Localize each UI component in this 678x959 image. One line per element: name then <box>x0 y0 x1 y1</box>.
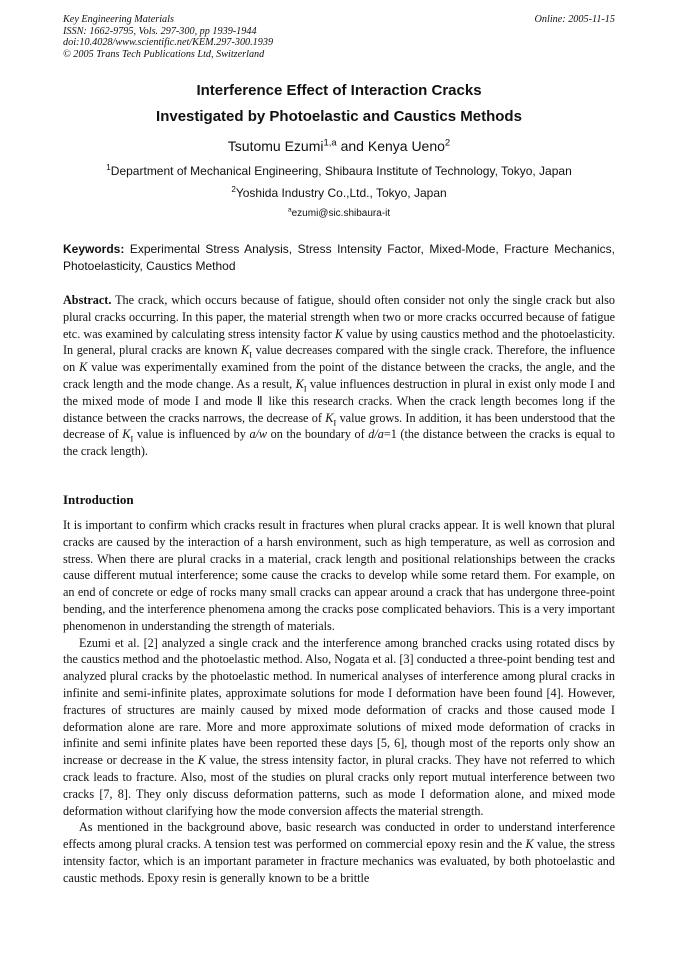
affiliation-2-text: Yoshida Industry Co.,Ltd., Tokyo, Japan <box>235 186 447 200</box>
email-sup: a <box>287 206 292 214</box>
k-symbol: K <box>525 837 534 852</box>
intro-p2-text-2: value, the stress intensity factor, in plural cracks. They have not referred to which crack leads to fracture. Also, most of the studies on plural cracks only report mutual interference between two cracks [7, 8]. They only discuss deformation patterns, such as mode I deformation alone, and mixed mode deformation without clarifying how the mode conversion affects the material strength. <box>63 753 615 818</box>
intro-p3-text-2: value, the stress intensity factor, which is an important parameter in fracture mechanics was evaluated, by both photoelastic and caustic methods. Epoxy resin is generally known to be a brittle <box>63 837 615 885</box>
abstract-text-9: =1 (the distance between the cracks is equal to the crack length). <box>63 427 615 459</box>
keywords-text: Experimental Stress Analysis, Stress Intensity Factor, Mixed-Mode, Fracture Mechanics, Photoelasticity, Caustics Method <box>63 242 615 273</box>
intro-p3-text-1: As mentioned in the background above, basic research was conducted in order to understand interference effects among plural cracks. A tension test was performed on commercial epoxy resin and the <box>63 820 615 852</box>
journal-issn: ISSN: 1662-9795, Vols. 297-300, pp 1939-1944 <box>63 25 257 37</box>
journal-copyright: © 2005 Trans Tech Publications Ltd, Switzerland <box>63 48 265 60</box>
journal-doi[interactable]: doi:10.4028/www.scientific.net/KEM.297-300.1939 <box>63 37 274 49</box>
introduction-heading: Introduction <box>63 492 134 507</box>
k-symbol: K <box>334 326 344 341</box>
da-symbol: d/a <box>368 427 384 442</box>
k-symbol: K <box>295 376 304 391</box>
abstract-text-5: value influences destruction in plural in exist only mode I and the mixed mode of mode I and mode Ⅱ like this research cracks. When the crack length becomes long if the distance between the cracks narrows, the decrease of <box>63 376 615 425</box>
abstract-label: Abstract. <box>63 293 112 307</box>
affiliation-2-sup: 2 <box>231 185 236 194</box>
introduction-paragraph-1: It is important to confirm which cracks result in fractures when plural cracks appear. It is well known that plural cracks are caused by the interaction of a harsh environment, such as high temperature, as well as corrosion and stress. When there are plural cracks in a material, crack length and positional relationships between the cracks cause different mutual interference; some cause the cracks to develop while some retard them. For example, on an end of concrete or edge of rocks many small cracks can appear around a crack that has undergone three-point bending, and the interference phenomena among the cracks pose complicated behaviors. This is a very important phenomenon in understanding the strength of materials. <box>63 518 615 633</box>
abstract-text-6: value grows. In addition, it has been understood that the decrease of <box>63 410 615 442</box>
k-symbol: K <box>241 343 250 358</box>
k-symbol: K <box>79 360 88 375</box>
journal-name: Key Engineering Materials <box>63 14 174 25</box>
introduction-paragraph-3 <box>63 819 615 886</box>
email-text[interactable]: ezumi@sic.shibaura-it <box>291 208 391 219</box>
k-subscript: I <box>333 417 337 428</box>
k-subscript: I <box>249 349 253 360</box>
affiliation-1 <box>0 164 678 178</box>
author-1: Tsutomu Ezumi <box>227 138 324 154</box>
author-email <box>0 208 678 219</box>
journal-header <box>63 14 615 60</box>
abstract-text-2: value by using caustics method and the photoelasticity. In general, plural cracks are known <box>63 326 615 358</box>
abstract-text-3: value decreases compared with the single crack. Therefore, the influence on <box>63 343 615 375</box>
author-2-sup: 2 <box>444 137 451 149</box>
keywords <box>63 241 615 275</box>
author-list <box>0 138 678 154</box>
keywords-label: Keywords: <box>63 242 125 256</box>
abstract-text-1: The crack, which occurs because of fatigue, should often consider not only the single crack but also plural cracks occurring. In this paper, the material strength when two or more cracks occurred because of fatigue etc. was examined by calculating stress intensity factor <box>63 293 615 341</box>
online-date: Online: 2005-11-15 <box>534 14 615 25</box>
paper-title-line-1: Interference Effect of Interaction Cracks <box>196 82 482 99</box>
abstract-text-8: on the boundary of <box>267 427 369 442</box>
author-joiner: and <box>336 138 368 154</box>
affiliation-2 <box>0 186 678 200</box>
paper-title-line-2: Investigated by Photoelastic and Caustics Methods <box>156 108 522 125</box>
author-1-sup: 1,a <box>323 137 337 149</box>
introduction-body <box>63 517 615 887</box>
author-2: Kenya Ueno <box>367 138 445 154</box>
affiliation-1-sup: 1 <box>106 163 111 172</box>
abstract <box>63 292 615 460</box>
k-symbol: K <box>325 410 334 425</box>
k-subscript: I <box>130 433 134 444</box>
abstract-text-4: value was experimentally examined from the point of the distance between the cracks, the angle, and the crack length and the mode change. As a result, <box>63 360 615 391</box>
k-subscript: I <box>303 383 307 394</box>
aw-symbol: a/w <box>249 427 268 442</box>
k-symbol: K <box>197 753 206 768</box>
abstract-text-7: value is influenced by <box>133 427 250 442</box>
intro-p2-text-1: Ezumi et al. [2] analyzed a single crack and the interference among branched cracks using rotated discs by the caustics method and the photoelastic method. Also, Nogata et al. [3] conducted a three-point bending test and analyzed plural cracks by the photoelastic method. In numerical analyses of interference among plural cracks in infinite and semi-infinite plates, approximate solutions for mode I deformation have been found [4]. However, fractures of structures are mainly caused by mixed mode deformation of cracks and those caused mode I deformation alone are rare. More and more approximate solutions of mixed mode deformation of cracks in infinite and semi infinite plates have been reported these days [5, 6], though most of the reports only show an increase or decrease in the <box>63 635 615 768</box>
k-symbol: K <box>122 427 131 442</box>
abstract-paragraph <box>63 292 615 460</box>
introduction-paragraph-2 <box>63 635 615 820</box>
affiliation-1-text: Department of Mechanical Engineering, Shibaura Institute of Technology, Tokyo, Japan <box>110 164 572 178</box>
